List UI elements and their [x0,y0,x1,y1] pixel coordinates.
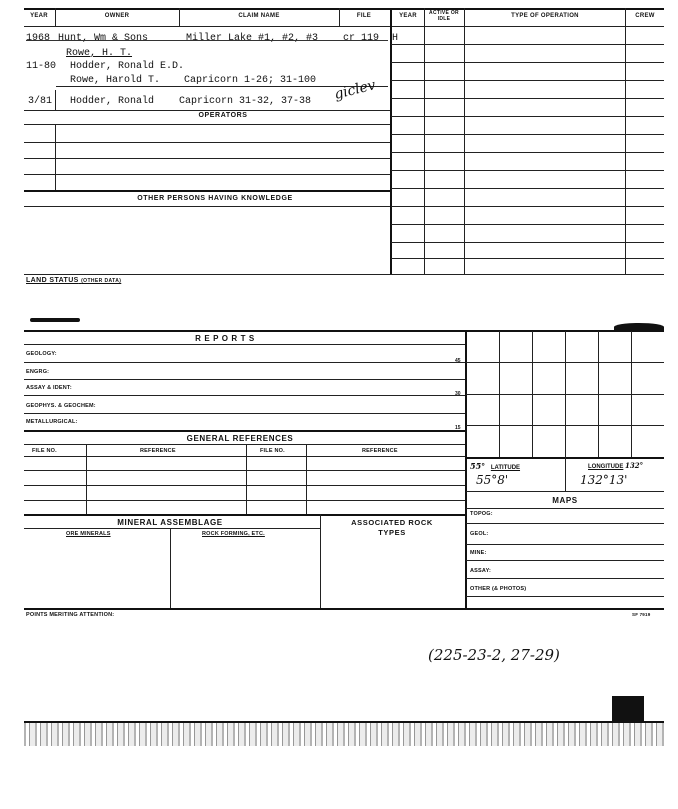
general-references-title: GENERAL REFERENCES [186,434,294,443]
longitude-header [588,461,643,470]
location-grid [466,331,664,457]
longitude-label: LONGITUDE [588,464,624,470]
report-assay: ASSAY & IDENT: [26,385,72,391]
reports-title: R E P O R T S [195,334,255,343]
header-type-of-operation: TYPE OF OPERATION [511,13,579,19]
row-5-claim: Capricorn 31-32, 37-38 [179,96,312,107]
row-1-year2: H [392,33,399,44]
rock-forming-label: ROCK FORMING, ETC. [202,531,265,537]
row-2-owner: Rowe, H. T. [66,48,133,59]
map-topog: TOPOG: [470,511,493,517]
land-status-label: LAND STATUS [26,277,79,284]
header-file: FILE [356,13,372,19]
row-1-year: 1968 [26,33,51,44]
ref-header-file-no-2: FILE NO. [260,448,285,454]
report-metallurgical: METALLURGICAL: [26,419,78,425]
row-1-claim: Miller Lake #1, #2, #3 [186,33,319,44]
scan-noise-band [24,722,664,746]
row-3-year: 11-80 [26,61,57,72]
map-assay: ASSAY: [470,568,492,574]
ore-minerals-label: ORE MINERALS [66,531,111,537]
map-geol: GEOL: [470,531,489,537]
mineral-assemblage-title: MINERAL ASSEMBLAGE [117,518,223,527]
report-geology: GEOLOGY: [26,351,57,357]
ref-header-reference-1: REFERENCE [140,448,176,454]
header-claim-name: CLAIM NAME [238,13,280,19]
header-year: YEAR [30,13,48,19]
report-num-30: 30 [455,391,461,397]
report-num-45: 45 [455,358,461,364]
row-4-owner: Rowe, Harold T. [70,75,161,86]
header-year-2: YEAR [399,13,417,19]
operators-label: OPERATORS [198,112,248,119]
latitude-value: 55°8' [476,473,509,487]
row-3-owner: Hodder, Ronald E.D. [70,61,185,72]
row-4-claim: Capricorn 1-26; 31-100 [184,75,317,86]
row-1-file: cr 119 [343,33,380,44]
other-persons-label: OTHER PERSONS HAVING KNOWLEDGE [137,195,293,202]
longitude-value: 132°13' [580,473,628,487]
land-status [26,277,121,284]
associated-rock-types: ASSOCIATED ROCK TYPES [351,518,433,537]
lon-suffix: 132° [625,461,644,470]
maps-title: MAPS [552,496,578,505]
top-table [0,0,678,275]
row-1-owner: Hunt, Wm & Sons [58,33,149,44]
header-active-or-idle: ACTIVE OR IDLE [429,10,459,22]
report-engrg: ENGRG: [26,369,50,375]
latitude-label: LATITUDE [490,465,521,471]
header-owner: OWNER [104,13,130,19]
handwritten-reference: (225-23-2, 27-29) [428,646,560,664]
ref-header-file-no-1: FILE NO. [32,448,57,454]
map-mine: MINE: [470,550,487,556]
points-meriting-attention: POINTS MERITING ATTENTION: [26,612,115,618]
header-crew: CREW [635,13,655,19]
handwritten-signature: giclev [332,77,378,103]
lat-prefix: 55° [470,461,486,471]
land-status-sub: (OTHER DATA) [81,278,122,284]
reports-section [0,320,678,610]
map-other: OTHER (& PHOTOS) [470,586,527,592]
ref-header-reference-2: REFERENCE [362,448,398,454]
latitude-header [470,461,520,471]
report-num-15: 15 [455,425,461,431]
row-5-year: 3/81 [28,96,53,107]
row-5-owner: Hodder, Ronald [70,96,155,107]
report-geophys: GEOPHYS. & GEOCHEM: [26,403,96,409]
form-code: SF 7919 [632,612,651,617]
scan-black-square [612,696,644,722]
